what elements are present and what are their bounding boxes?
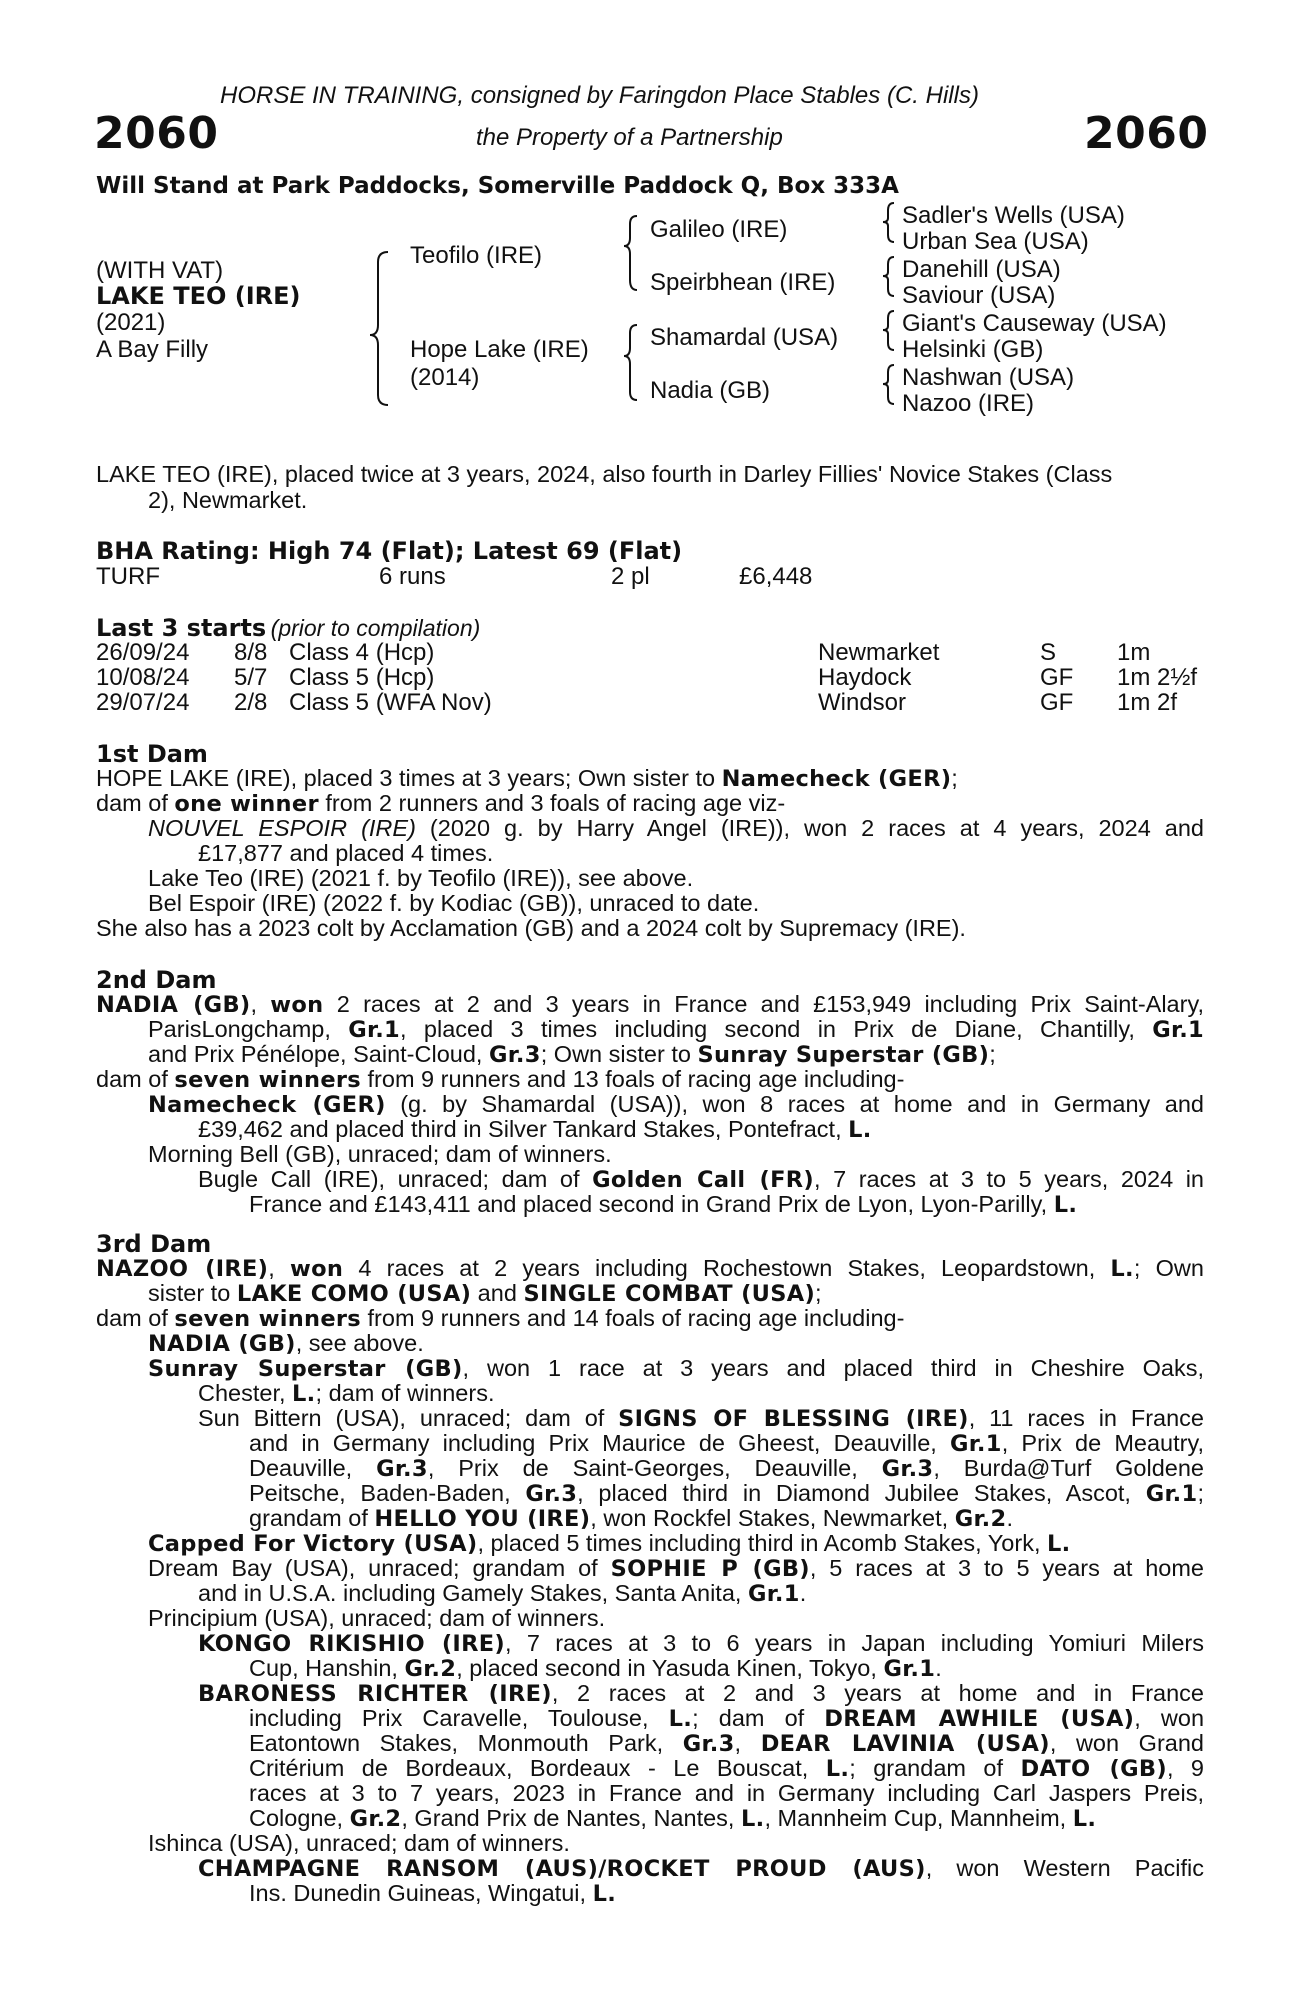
- third-dam-line: [249, 1506, 1204, 1533]
- text: ; dam of: [692, 1705, 825, 1731]
- grade: Gr.3: [682, 1731, 735, 1757]
- third-dam-line: [96, 1256, 1204, 1283]
- second-dam-line: [198, 1167, 1204, 1194]
- dam-sire: Shamardal (USA): [650, 324, 839, 351]
- start-position: 2/8: [234, 689, 268, 716]
- text: (g. by Shamardal (USA)), won 8 races at home and in Germany and: [385, 1091, 1204, 1117]
- text: HOPE LAKE (IRE), placed 3 times at 3 years; Own sister to: [96, 765, 722, 791]
- text: including Prix Caravelle, Toulouse,: [249, 1705, 669, 1731]
- horse-ref: NADIA (GB): [96, 992, 251, 1018]
- text: , placed second in Yasuda Kinen, Tokyo,: [456, 1655, 884, 1681]
- text: dam of: [96, 790, 175, 816]
- starts-note: (prior to compilation): [270, 615, 481, 641]
- start-race: Class 5 (WFA Nov): [289, 689, 492, 716]
- text: Ins. Dunedin Guineas, Wingatui,: [249, 1880, 593, 1906]
- dam-year: (2014): [410, 364, 480, 391]
- horse-ref: BARONESS RICHTER (IRE): [198, 1681, 552, 1707]
- horse-ref: KONGO RIKISHIO (IRE): [198, 1631, 505, 1657]
- third-dam-line: [249, 1656, 1204, 1683]
- text: Bugle Call (IRE), unraced; dam of: [198, 1166, 593, 1192]
- grade: L.: [1072, 1806, 1097, 1832]
- third-dam-line: [148, 1556, 1204, 1583]
- text: , won Western Pacific: [925, 1855, 1204, 1881]
- horse-year: (2021): [96, 309, 166, 336]
- text: , 5 races at 3 to 5 years at home: [809, 1555, 1205, 1581]
- grade: L.: [740, 1806, 765, 1832]
- third-dam-line: [198, 1406, 1204, 1433]
- horse-ref: NOUVEL ESPOIR (IRE): [148, 815, 416, 841]
- text: dam of: [96, 1066, 175, 1092]
- text: 4 races at 2 years including Rochestown Stakes, Leopardstown,: [343, 1255, 1111, 1281]
- horse-ref: SIGNS OF BLESSING (IRE): [618, 1406, 969, 1432]
- third-dam-line: [249, 1481, 1204, 1508]
- grade: L.: [825, 1756, 850, 1782]
- third-dam-line: [249, 1731, 1204, 1758]
- rating-placed: 2 pl: [611, 563, 650, 590]
- starts-title: Last 3 starts: [96, 614, 267, 642]
- sdd: Saviour (USA): [902, 282, 1056, 309]
- third-dam-line: [249, 1706, 1204, 1733]
- text: ; grandam of: [849, 1755, 1021, 1781]
- start-position: 8/8: [234, 639, 268, 666]
- text: , 7 races at 3 to 5 years, 2024 in: [814, 1166, 1204, 1192]
- horse-ref: Golden Call (FR): [592, 1167, 814, 1193]
- third-dam-line: [198, 1581, 1204, 1608]
- first-dam-line: [96, 766, 1204, 793]
- horse-ref: DREAM AWHILE (USA): [824, 1706, 1135, 1732]
- text: Sun Bittern (USA), unraced; dam of: [198, 1405, 619, 1431]
- rating-surface: TURF: [96, 563, 160, 590]
- grade: Gr.3: [376, 1456, 428, 1482]
- dam-dam: Nadia (GB): [650, 377, 771, 404]
- start-distance: 1m 2f: [1117, 689, 1178, 716]
- ssd: Urban Sea (USA): [902, 228, 1089, 255]
- start-date: 26/09/24: [96, 639, 190, 666]
- third-dam-line: [198, 1681, 1204, 1708]
- third-dam-line: [249, 1881, 1204, 1908]
- lot-number-right: 2060: [1084, 108, 1209, 159]
- grade: Gr.1: [949, 1431, 1002, 1457]
- start-distance: 1m: [1117, 639, 1151, 666]
- horse-ref: HELLO YOU (IRE): [374, 1506, 591, 1532]
- grade: Gr.1: [348, 1017, 401, 1043]
- third-dam-heading: 3rd Dam: [96, 1230, 212, 1258]
- text: Deauville,: [249, 1455, 377, 1481]
- grade: Gr.3: [488, 1042, 541, 1068]
- text: won: [289, 1256, 344, 1282]
- text: ; dam of winners.: [315, 1380, 495, 1406]
- text: ;: [989, 1041, 996, 1067]
- third-dam-line: [249, 1806, 1204, 1833]
- text: and in Germany including Prix Maurice de Gheest, Deauville,: [249, 1430, 950, 1456]
- third-dam-line: [148, 1356, 1204, 1383]
- text: and in U.S.A. including Gamely Stakes, Santa Anita,: [198, 1580, 748, 1606]
- grade: Gr.1: [1145, 1481, 1198, 1507]
- first-dam-line: [148, 816, 1204, 842]
- text: Critérium de Bordeaux, Bordeaux - Le Bouscat,: [249, 1755, 826, 1781]
- grade: L.: [848, 1117, 872, 1143]
- text: from 2 runners and 3 foals of racing age viz-: [318, 790, 786, 816]
- horse-ref: NADIA (GB): [148, 1331, 296, 1357]
- text: ; Own sister to: [540, 1041, 698, 1067]
- start-going: GF: [1040, 689, 1074, 716]
- first-dam-line: £17,877 and placed 4 times.: [198, 840, 494, 866]
- second-dam-heading: 2nd Dam: [96, 966, 217, 994]
- text: Eatontown Stakes, Monmouth Park,: [249, 1730, 683, 1756]
- third-dam-line: [249, 1456, 1204, 1483]
- summary-line-2: 2), Newmarket.: [148, 487, 308, 513]
- vat-note: (WITH VAT): [96, 257, 224, 284]
- third-dam-line: Ishinca (USA), unraced; dam of winners.: [148, 1830, 570, 1856]
- text: (2020 g. by Harry Angel (IRE)), won 2 races at 4 years, 2024 and: [415, 815, 1205, 841]
- text: , 9: [1166, 1755, 1204, 1781]
- property-line: the Property of a Partnership: [476, 124, 783, 151]
- rating-runs: 6 runs: [379, 563, 446, 590]
- text: , Burda@Turf Goldene: [933, 1455, 1204, 1481]
- horse-ref: SINGLE COMBAT (USA): [523, 1281, 816, 1307]
- text: , Prix de Saint-Georges, Deauville,: [427, 1455, 882, 1481]
- third-dam-line: [249, 1756, 1204, 1783]
- grade: Gr.1: [1152, 1017, 1204, 1043]
- text: ;: [951, 765, 958, 791]
- dss: Giant's Causeway (USA): [902, 310, 1167, 337]
- grade: L.: [1047, 1531, 1071, 1557]
- text: ; Own: [1133, 1255, 1204, 1281]
- text: , 2 races at 2 and 3 years at home and in France: [551, 1680, 1204, 1706]
- second-dam-line: [198, 1117, 1204, 1144]
- start-date: 29/07/24: [96, 689, 190, 716]
- sire-sire: Galileo (IRE): [650, 216, 788, 243]
- text: ;: [815, 1280, 822, 1306]
- sss: Sadler's Wells (USA): [902, 202, 1125, 229]
- second-dam-line: [249, 1192, 1204, 1219]
- start-race: Class 5 (Hcp): [289, 664, 435, 691]
- third-dam-line: [148, 1281, 1204, 1308]
- text: sister to: [148, 1280, 237, 1306]
- start-race: Class 4 (Hcp): [289, 639, 435, 666]
- first-dam-heading: 1st Dam: [96, 740, 208, 768]
- text: , won: [1134, 1705, 1205, 1731]
- text: won: [270, 992, 324, 1018]
- text: from 9 runners and 13 foals of racing age including-: [361, 1066, 905, 1092]
- third-dam-line: [96, 1306, 1204, 1333]
- summary-line-1: LAKE TEO (IRE), placed twice at 3 years, 2024, also fourth in Darley Fillies' Novice Stakes (Class: [96, 461, 1113, 487]
- text: .: [935, 1655, 942, 1681]
- text: Chester,: [198, 1380, 293, 1406]
- third-dam-line: [249, 1431, 1204, 1458]
- text: France and £143,411 and placed second in Grand Prix de Lyon, Lyon-Parilly,: [249, 1191, 1054, 1217]
- grade: Gr.2: [349, 1806, 402, 1832]
- text: ,: [268, 1255, 290, 1281]
- horse-ref: DEAR LAVINIA (USA): [760, 1731, 1050, 1757]
- horse-name: LAKE TEO (IRE): [96, 282, 301, 310]
- third-dam-line: [198, 1631, 1204, 1658]
- start-course: Haydock: [818, 664, 912, 691]
- horse-ref: SOPHIE P (GB): [610, 1556, 810, 1582]
- horse-ref: CHAMPAGNE RANSOM (AUS)/ROCKET PROUD (AUS): [198, 1856, 926, 1882]
- text: Peitsche, Baden-Baden,: [249, 1480, 526, 1506]
- grade: Gr.2: [404, 1656, 457, 1682]
- third-dam-line: races at 3 to 7 years, 2023 in France and in Germany including Carl Jaspers Preis,: [249, 1780, 1204, 1806]
- grade: Gr.1: [747, 1581, 800, 1607]
- rating-earnings: £6,448: [739, 563, 813, 590]
- horse-description: A Bay Filly: [96, 336, 209, 363]
- text: , placed 5 times including third in Acomb Stakes, York,: [477, 1530, 1048, 1556]
- start-position: 5/7: [234, 664, 268, 691]
- third-dam-line: Principium (USA), unraced; dam of winners.: [148, 1605, 606, 1631]
- horse-ref: Namecheck (GER): [148, 1092, 386, 1118]
- text: ParisLongchamp,: [148, 1016, 349, 1042]
- grade: Gr.2: [954, 1506, 1007, 1532]
- start-course: Windsor: [818, 689, 907, 716]
- grade: L.: [1053, 1192, 1078, 1218]
- text: , see above.: [295, 1330, 424, 1356]
- text: from 9 runners and 14 foals of racing age including-: [361, 1305, 905, 1331]
- grade: Gr.3: [525, 1481, 578, 1507]
- text: , Grand Prix de Nantes, Nantes,: [401, 1805, 741, 1831]
- third-dam-line: [198, 1856, 1204, 1883]
- grade: L.: [668, 1706, 693, 1732]
- horse-ref: Sunray Superstar (GB): [148, 1356, 463, 1382]
- text: , Mannheim Cup, Mannheim,: [764, 1805, 1073, 1831]
- horse-ref: DATO (GB): [1020, 1756, 1167, 1782]
- third-dam-line: [148, 1531, 1204, 1558]
- text: , won Grand: [1049, 1730, 1205, 1756]
- grade: Gr.3: [881, 1456, 934, 1482]
- text: dam of: [96, 1305, 175, 1331]
- third-dam-line: [198, 1381, 1204, 1408]
- second-dam-line: [148, 1017, 1204, 1044]
- lot-number-left: 2060: [94, 108, 219, 159]
- start-going: GF: [1040, 664, 1074, 691]
- text: .: [1006, 1505, 1013, 1531]
- sds: Danehill (USA): [902, 256, 1061, 283]
- text: , placed 3 times including second in Prix de Diane, Chantilly,: [400, 1016, 1153, 1042]
- text: ,: [734, 1730, 761, 1756]
- start-going: S: [1040, 639, 1057, 666]
- text: , Prix de Meautry,: [1001, 1430, 1204, 1456]
- text: 2 races at 2 and 3 years in France and £153,949 including Prix Saint-Alary,: [323, 991, 1204, 1017]
- ddd: Nazoo (IRE): [902, 390, 1035, 417]
- third-dam-line: [148, 1331, 1204, 1358]
- text: .: [799, 1580, 807, 1606]
- bha-rating: BHA Rating: High 74 (Flat); Latest 69 (Flat): [96, 537, 683, 565]
- winners-count: seven winners: [174, 1067, 361, 1093]
- sire: Teofilo (IRE): [410, 242, 543, 269]
- second-dam-line: [148, 1042, 1204, 1069]
- horse-ref: NAZOO (IRE): [96, 1256, 269, 1282]
- second-dam-line: Morning Bell (GB), unraced; dam of winners.: [148, 1141, 612, 1167]
- text: £39,462 and placed third in Silver Tankard Stakes, Pontefract,: [198, 1116, 849, 1142]
- stand-line: Will Stand at Park Paddocks, Somerville Paddock Q, Box 333A: [96, 173, 899, 199]
- horse-ref: Namecheck (GER): [721, 766, 952, 792]
- text: Dream Bay (USA), unraced; grandam of: [148, 1555, 611, 1581]
- text: ,: [250, 991, 271, 1017]
- start-course: Newmarket: [818, 639, 940, 666]
- text: and Prix Pénélope, Saint-Cloud,: [148, 1041, 489, 1067]
- dsd: Helsinki (GB): [902, 336, 1044, 363]
- consignor-line: HORSE IN TRAINING, consigned by Faringdon Place Stables (C. Hills): [220, 82, 979, 109]
- winners-count: seven winners: [174, 1306, 361, 1332]
- text: Cologne,: [249, 1805, 350, 1831]
- dds: Nashwan (USA): [902, 364, 1075, 391]
- text: and: [471, 1280, 524, 1306]
- start-distance: 1m 2½f: [1117, 664, 1198, 691]
- horse-ref: Capped For Victory (USA): [148, 1531, 478, 1557]
- horse-ref: LAKE COMO (USA): [236, 1281, 472, 1307]
- text: , won Rockfel Stakes, Newmarket,: [590, 1505, 955, 1531]
- text: ;: [1197, 1480, 1204, 1506]
- first-dam-line: Bel Espoir (IRE) (2022 f. by Kodiac (GB)), unraced to date.: [148, 890, 760, 916]
- first-dam-line: Lake Teo (IRE) (2021 f. by Teofilo (IRE)), see above.: [148, 865, 694, 891]
- text: , 11 races in France: [968, 1405, 1204, 1431]
- second-dam-line: [96, 992, 1204, 1019]
- winners-count: one winner: [174, 791, 319, 817]
- text: , placed third in Diamond Jubilee Stakes, Ascot,: [577, 1480, 1146, 1506]
- dam: Hope Lake (IRE): [410, 336, 589, 363]
- second-dam-line: [148, 1092, 1204, 1119]
- sire-dam: Speirbhean (IRE): [650, 269, 836, 296]
- grade: L.: [592, 1881, 617, 1907]
- second-dam-line: [96, 1067, 1204, 1094]
- grade: Gr.1: [883, 1656, 936, 1682]
- horse-ref: Sunray Superstar (GB): [697, 1042, 990, 1068]
- start-date: 10/08/24: [96, 664, 190, 691]
- grade: L.: [1110, 1256, 1134, 1282]
- text: , won 1 race at 3 years and placed third in Cheshire Oaks,: [462, 1355, 1204, 1381]
- text: grandam of: [249, 1505, 375, 1531]
- grade: L.: [292, 1381, 316, 1407]
- text: , 7 races at 3 to 6 years in Japan including Yomiuri Milers: [504, 1630, 1204, 1656]
- first-dam-line: She also has a 2023 colt by Acclamation (GB) and a 2024 colt by Supremacy (IRE).: [96, 915, 966, 941]
- starts-heading: [96, 614, 480, 642]
- first-dam-line: [96, 791, 1204, 818]
- text: Cup, Hanshin,: [249, 1655, 405, 1681]
